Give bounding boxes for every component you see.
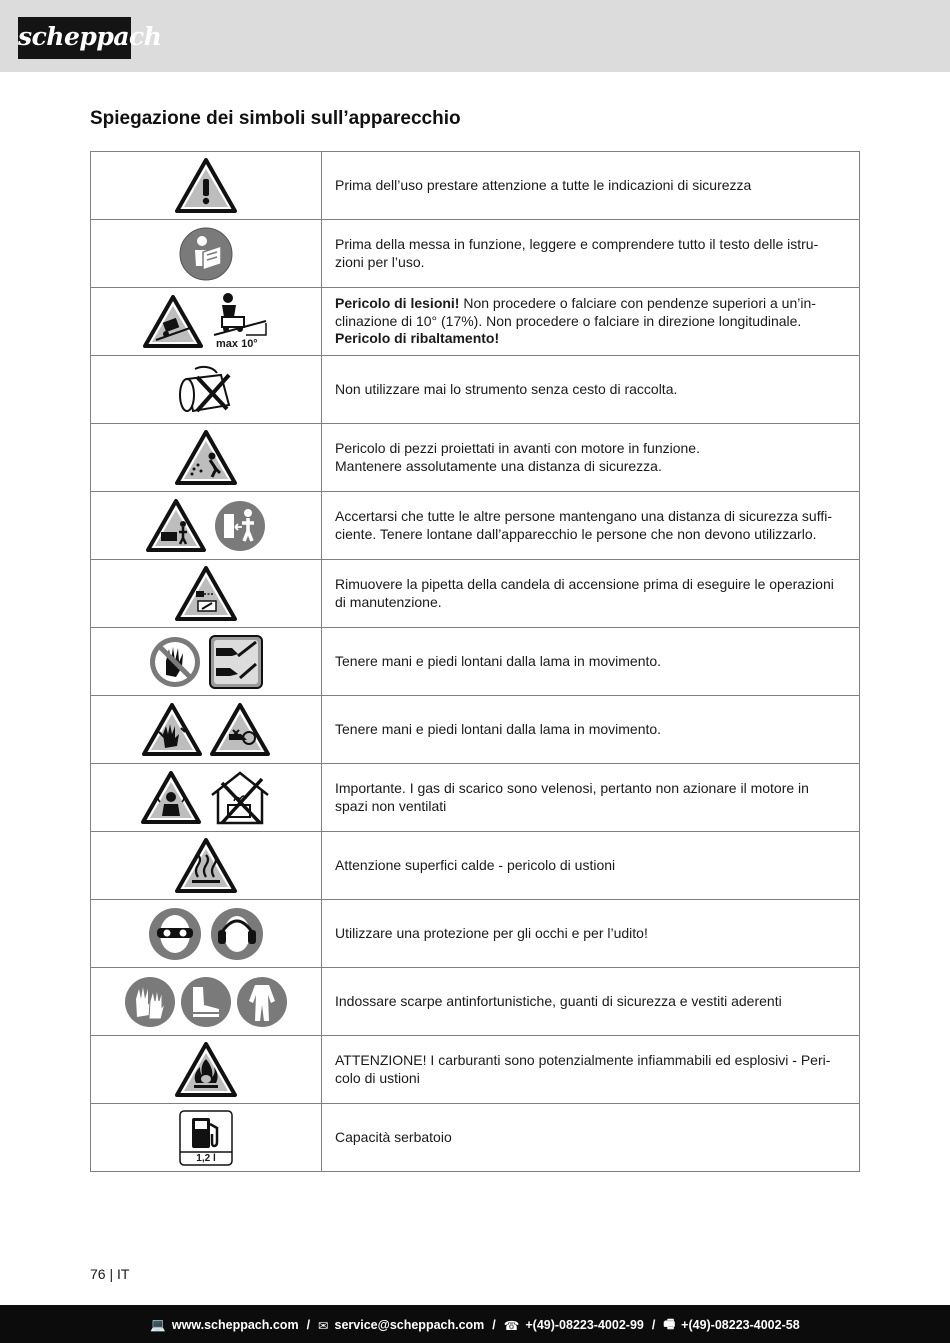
row-text: ATTENZIONE! I carburanti sono potenzialmente infiammabili ed esplosivi - Peri-	[335, 1052, 831, 1068]
slope-warning-icon	[142, 294, 204, 350]
no-collection-bag-icon	[173, 361, 239, 419]
table-row	[91, 764, 860, 832]
row-text: Prima dell’uso prestare attenzione a tutte le indicazioni di sicurezza	[335, 176, 752, 193]
table-row	[91, 628, 860, 696]
footer-separator: /	[651, 1318, 656, 1332]
injury-warning-label: Pericolo di lesioni!	[335, 295, 460, 312]
row-text: Utilizzare una protezione per gli occhi e per l’udito!	[335, 924, 648, 941]
footer-band	[0, 1305, 950, 1343]
header-band	[0, 0, 950, 72]
fuel-tank-badge	[179, 1110, 233, 1166]
row-text: Prima della messa in funzione, leggere e comprendere tutto il testo delle istru-	[335, 236, 819, 252]
page-divider: |	[109, 1266, 117, 1282]
table-row	[91, 356, 860, 424]
toxic-gas-warning-icon	[140, 770, 202, 826]
keep-distance-icon	[213, 499, 267, 553]
eye-protection-icon	[147, 906, 203, 962]
fuel-capacity-label: 1,2 l	[196, 1152, 216, 1164]
table-row	[91, 1104, 860, 1172]
table-row	[91, 968, 860, 1036]
row-text: zioni per l’uso.	[335, 253, 425, 270]
flying-debris-warning-icon	[174, 429, 238, 487]
read-manual-icon	[178, 226, 234, 282]
page-language: IT	[117, 1266, 130, 1282]
protective-clothing-icon	[235, 975, 289, 1029]
row-text: Non procedere o falciare con pendenze superiori a un’in-	[459, 295, 816, 312]
row-text: Capacità serbatoio	[335, 1128, 452, 1145]
no-hands-icon	[148, 635, 202, 689]
row-text: Attenzione superfici calde - pericolo di ustioni	[335, 856, 616, 873]
max-slope-label: max 10°	[216, 337, 258, 350]
row-text: Rimuovere la pipetta della candela di accensione prima di eseguire le operazioni	[335, 576, 834, 592]
row-text: Pericolo di pezzi proiettati in avanti con motore in funzione.	[335, 440, 700, 456]
table-row	[91, 832, 860, 900]
tipping-warning-label: Pericolo di ribaltamento!	[335, 330, 500, 347]
page-number-value: 76	[90, 1266, 106, 1282]
foot-cut-warning-icon	[209, 702, 271, 758]
footer-phone: +(49)-08223-4002-99	[525, 1318, 644, 1332]
table-row	[91, 900, 860, 968]
row-text: Indossare scarpe antinfortunistiche, guanti di sicurezza e vestiti aderenti	[335, 992, 782, 1009]
row-text: Mantenere assolutamente una distanza di sicurezza.	[335, 457, 662, 474]
brand-logo: scheppach	[18, 17, 131, 59]
row-text: Accertarsi che tutte le altre persone mantengano una distanza di sicurezza suffi-	[335, 508, 833, 524]
row-text: Importante. I gas di scarico sono velenosi, pertanto non azionare il motore in	[335, 780, 809, 796]
table-row	[91, 152, 860, 220]
bystander-warning-icon	[145, 498, 207, 554]
table-row	[91, 492, 860, 560]
ear-protection-icon	[209, 906, 265, 962]
table-row	[91, 696, 860, 764]
row-text: Non utilizzare mai lo strumento senza cesto di raccolta.	[335, 380, 678, 397]
footer-website[interactable]: www.scheppach.com	[171, 1318, 299, 1332]
safety-boots-icon	[179, 975, 233, 1029]
table-row	[91, 424, 860, 492]
hot-surface-warning-icon	[174, 837, 238, 895]
row-text: colo di ustioni	[335, 1069, 420, 1086]
phone-icon: ☎	[503, 1318, 520, 1333]
table-row	[91, 220, 860, 288]
spark-plug-warning-icon	[174, 565, 238, 623]
blade-hands-feet-icon	[208, 634, 264, 690]
row-text: di manutenzione.	[335, 593, 442, 610]
symbols-table	[90, 151, 860, 1172]
row-text: spazi non ventilati	[335, 797, 447, 814]
footer-fax: +(49)-08223-4002-58	[681, 1318, 800, 1332]
table-row	[91, 288, 860, 356]
hand-cut-warning-icon	[141, 702, 203, 758]
mail-icon: ✉	[318, 1318, 329, 1333]
page-title: Spiegazione dei simboli sull’apparecchio	[90, 108, 461, 129]
footer-separator: /	[306, 1318, 311, 1332]
row-text: Tenere mani e piedi lontani dalla lama in movimento.	[335, 720, 662, 737]
footer-separator: /	[492, 1318, 496, 1332]
max-slope-icon	[210, 291, 270, 339]
warning-triangle-icon	[174, 157, 238, 215]
page-number	[90, 1266, 129, 1282]
flammable-warning-icon	[174, 1041, 238, 1099]
gloves-icon	[123, 975, 177, 1029]
row-text: Tenere mani e piedi lontani dalla lama in movimento.	[335, 652, 662, 669]
table-row	[91, 1036, 860, 1104]
computer-icon: 💻	[150, 1317, 166, 1332]
footer-email[interactable]: service@scheppach.com	[334, 1318, 485, 1332]
table-row	[91, 560, 860, 628]
row-text: clinazione di 10° (17%). Non procedere o falciare in direzione longitudinale.	[335, 312, 802, 329]
row-text: ciente. Tenere lontane dall’apparecchio le persone che non devono utilizzarlo.	[335, 525, 817, 542]
fax-icon: 🖷	[663, 1316, 676, 1331]
no-indoor-use-icon	[208, 769, 272, 827]
